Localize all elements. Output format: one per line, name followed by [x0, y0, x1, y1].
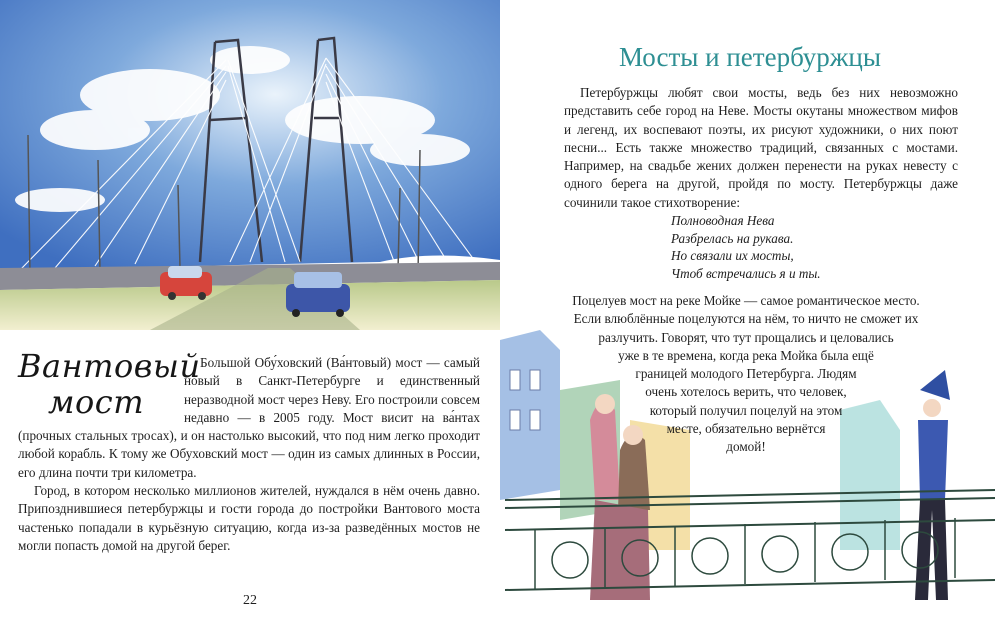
paragraph: Большой Обу́ховский (Ва́нтовый) мост — самый новый в Санкт-Петербурге и единственный неразводной мост через Неву. Его построили совсем недавно — в 2005 году. Мост висит на ва́нтах (прочных стальных тросах), и он настолько высокий, что под ним легко проходит любой корабль. К тому же Обуховский мост — один из самых длинных в России, его длина почти три километра.: [18, 355, 480, 480]
kiss-bridge-text: [560, 292, 932, 457]
page-number: 22: [243, 593, 257, 608]
poem-line: Разбрелась на рукава.: [671, 230, 794, 246]
text-line: месте, обязательно вернётся: [666, 421, 826, 437]
traditions-paragraph: [564, 84, 958, 212]
text-line: который получил поцелуй на этом: [649, 402, 843, 418]
text-line: домой!: [726, 439, 766, 455]
poem-line: Полноводная Нева: [671, 213, 775, 228]
page-title: Мосты и петербуржцы: [618, 42, 882, 72]
text-line: очень хотелось верить, что человек,: [645, 384, 847, 400]
paragraph: Петербуржцы любят свои мосты, ведь без них невозможно представить себе город на Неве. Мосты окутаны множеством мифов и легенд, их воспевают поэты, их рисуют художники, о них поют песни... Есть также множество традиций, связанных с мостами. Например, на свадьбе жених должен перенести на руках невесту с одного берега на другой, пройдя по мосту. Петербуржцы даже сочинили такое стихотворение:: [564, 85, 958, 210]
text-line: границей молодого Петербурга. Людям: [635, 366, 857, 382]
poem: [671, 212, 821, 282]
cable-stayed-bridge-illustration: [0, 0, 500, 330]
text-line: разлучить. Говорят, что тут прощались и целовались: [598, 329, 894, 345]
text-line: уже в те времена, когда река Мойка была ещё: [618, 347, 874, 363]
poem-line: Чтоб встречались я и ты.: [671, 265, 821, 281]
text-line: Если влюблённые поцелуются на нём, то ничто не сможет их: [573, 311, 919, 327]
paragraph: Город, в котором несколько миллионов жителей, нуждался в нём очень давно. Припозднившиеся петербуржцы и гости города до постройки Вантового моста частенько попадали в курьёзную ситуацию, когда из-за разведённых мостов не могли попасть домой на другой берег.: [18, 483, 480, 553]
bridge-description: [18, 354, 480, 555]
text-line: Поцелуев мост на реке Мойке — самое романтическое место.: [572, 293, 920, 308]
heading-line-1: Вантовый: [18, 347, 201, 385]
heading-line-2: мост: [48, 383, 145, 421]
poem-line: Но связали их мосты,: [671, 248, 794, 263]
